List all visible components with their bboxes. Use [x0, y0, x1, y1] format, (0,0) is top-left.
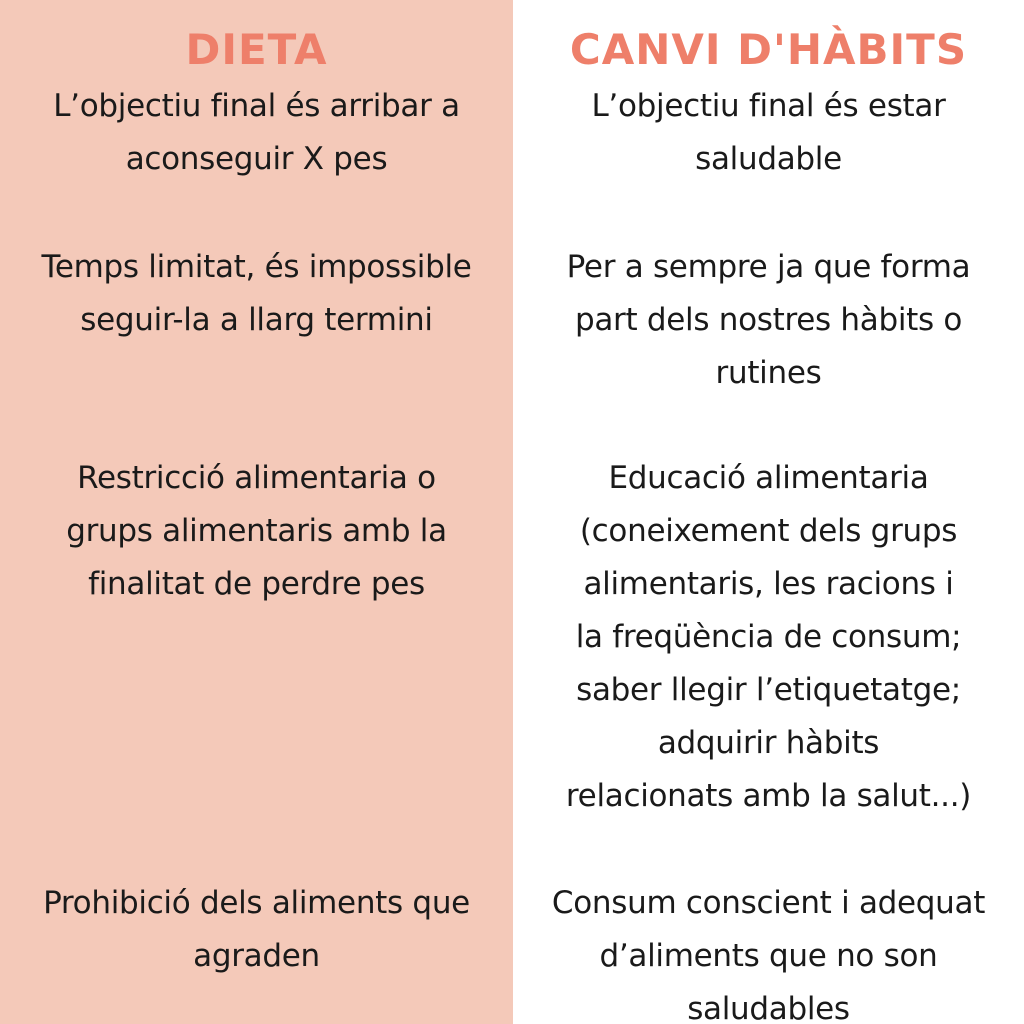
text-line: relacionats amb la salut...): [565, 778, 972, 814]
text-line: saber llegir l’etiquetatge;: [576, 672, 961, 708]
text-line: (coneixement dels grups: [579, 513, 958, 549]
canvi-row-3: [513, 452, 1024, 823]
canvi-row-4: [513, 877, 1024, 1024]
text-line: part dels nostres hàbits o: [574, 302, 963, 338]
dieta-row-2: [0, 241, 513, 347]
text-line: grups alimentaris amb la: [66, 513, 447, 549]
text-line: alimentaris, les racions i: [583, 566, 954, 602]
canvi-row-1: [513, 80, 1024, 186]
dieta-heading: DIETA: [185, 25, 328, 74]
text-line: saludable: [695, 141, 842, 177]
text-line: Prohibició dels aliments que: [43, 885, 470, 921]
dieta-row-1: [0, 80, 513, 186]
dieta-row-3: [0, 452, 513, 611]
text-line: finalitat de perdre pes: [88, 566, 425, 602]
text-line: Consum conscient i adequat: [551, 885, 986, 921]
text-line: Restricció alimentaria o: [77, 460, 436, 496]
text-line: agraden: [193, 938, 320, 974]
text-line: la freqüència de consum;: [575, 619, 962, 655]
text-line: aconseguir X pes: [125, 141, 388, 177]
text-line: rutines: [715, 355, 822, 391]
text-line: adquirir hàbits: [657, 725, 880, 761]
text-line: saludables: [687, 991, 850, 1024]
canvi-row-2: [513, 241, 1024, 400]
text-line: Temps limitat, és impossible: [41, 249, 472, 285]
text-line: L’objectiu final és arribar a: [53, 88, 460, 124]
dieta-row-4: [0, 877, 513, 983]
text-line: d’aliments que no son: [599, 938, 938, 974]
text-line: Educació alimentaria: [608, 460, 929, 496]
text-line: L’objectiu final és estar: [591, 88, 946, 124]
canvi-habits-heading: CANVI D'HÀBITS: [569, 25, 968, 74]
text-line: seguir-la a llarg termini: [80, 302, 433, 338]
text-line: Per a sempre ja que forma: [566, 249, 971, 285]
